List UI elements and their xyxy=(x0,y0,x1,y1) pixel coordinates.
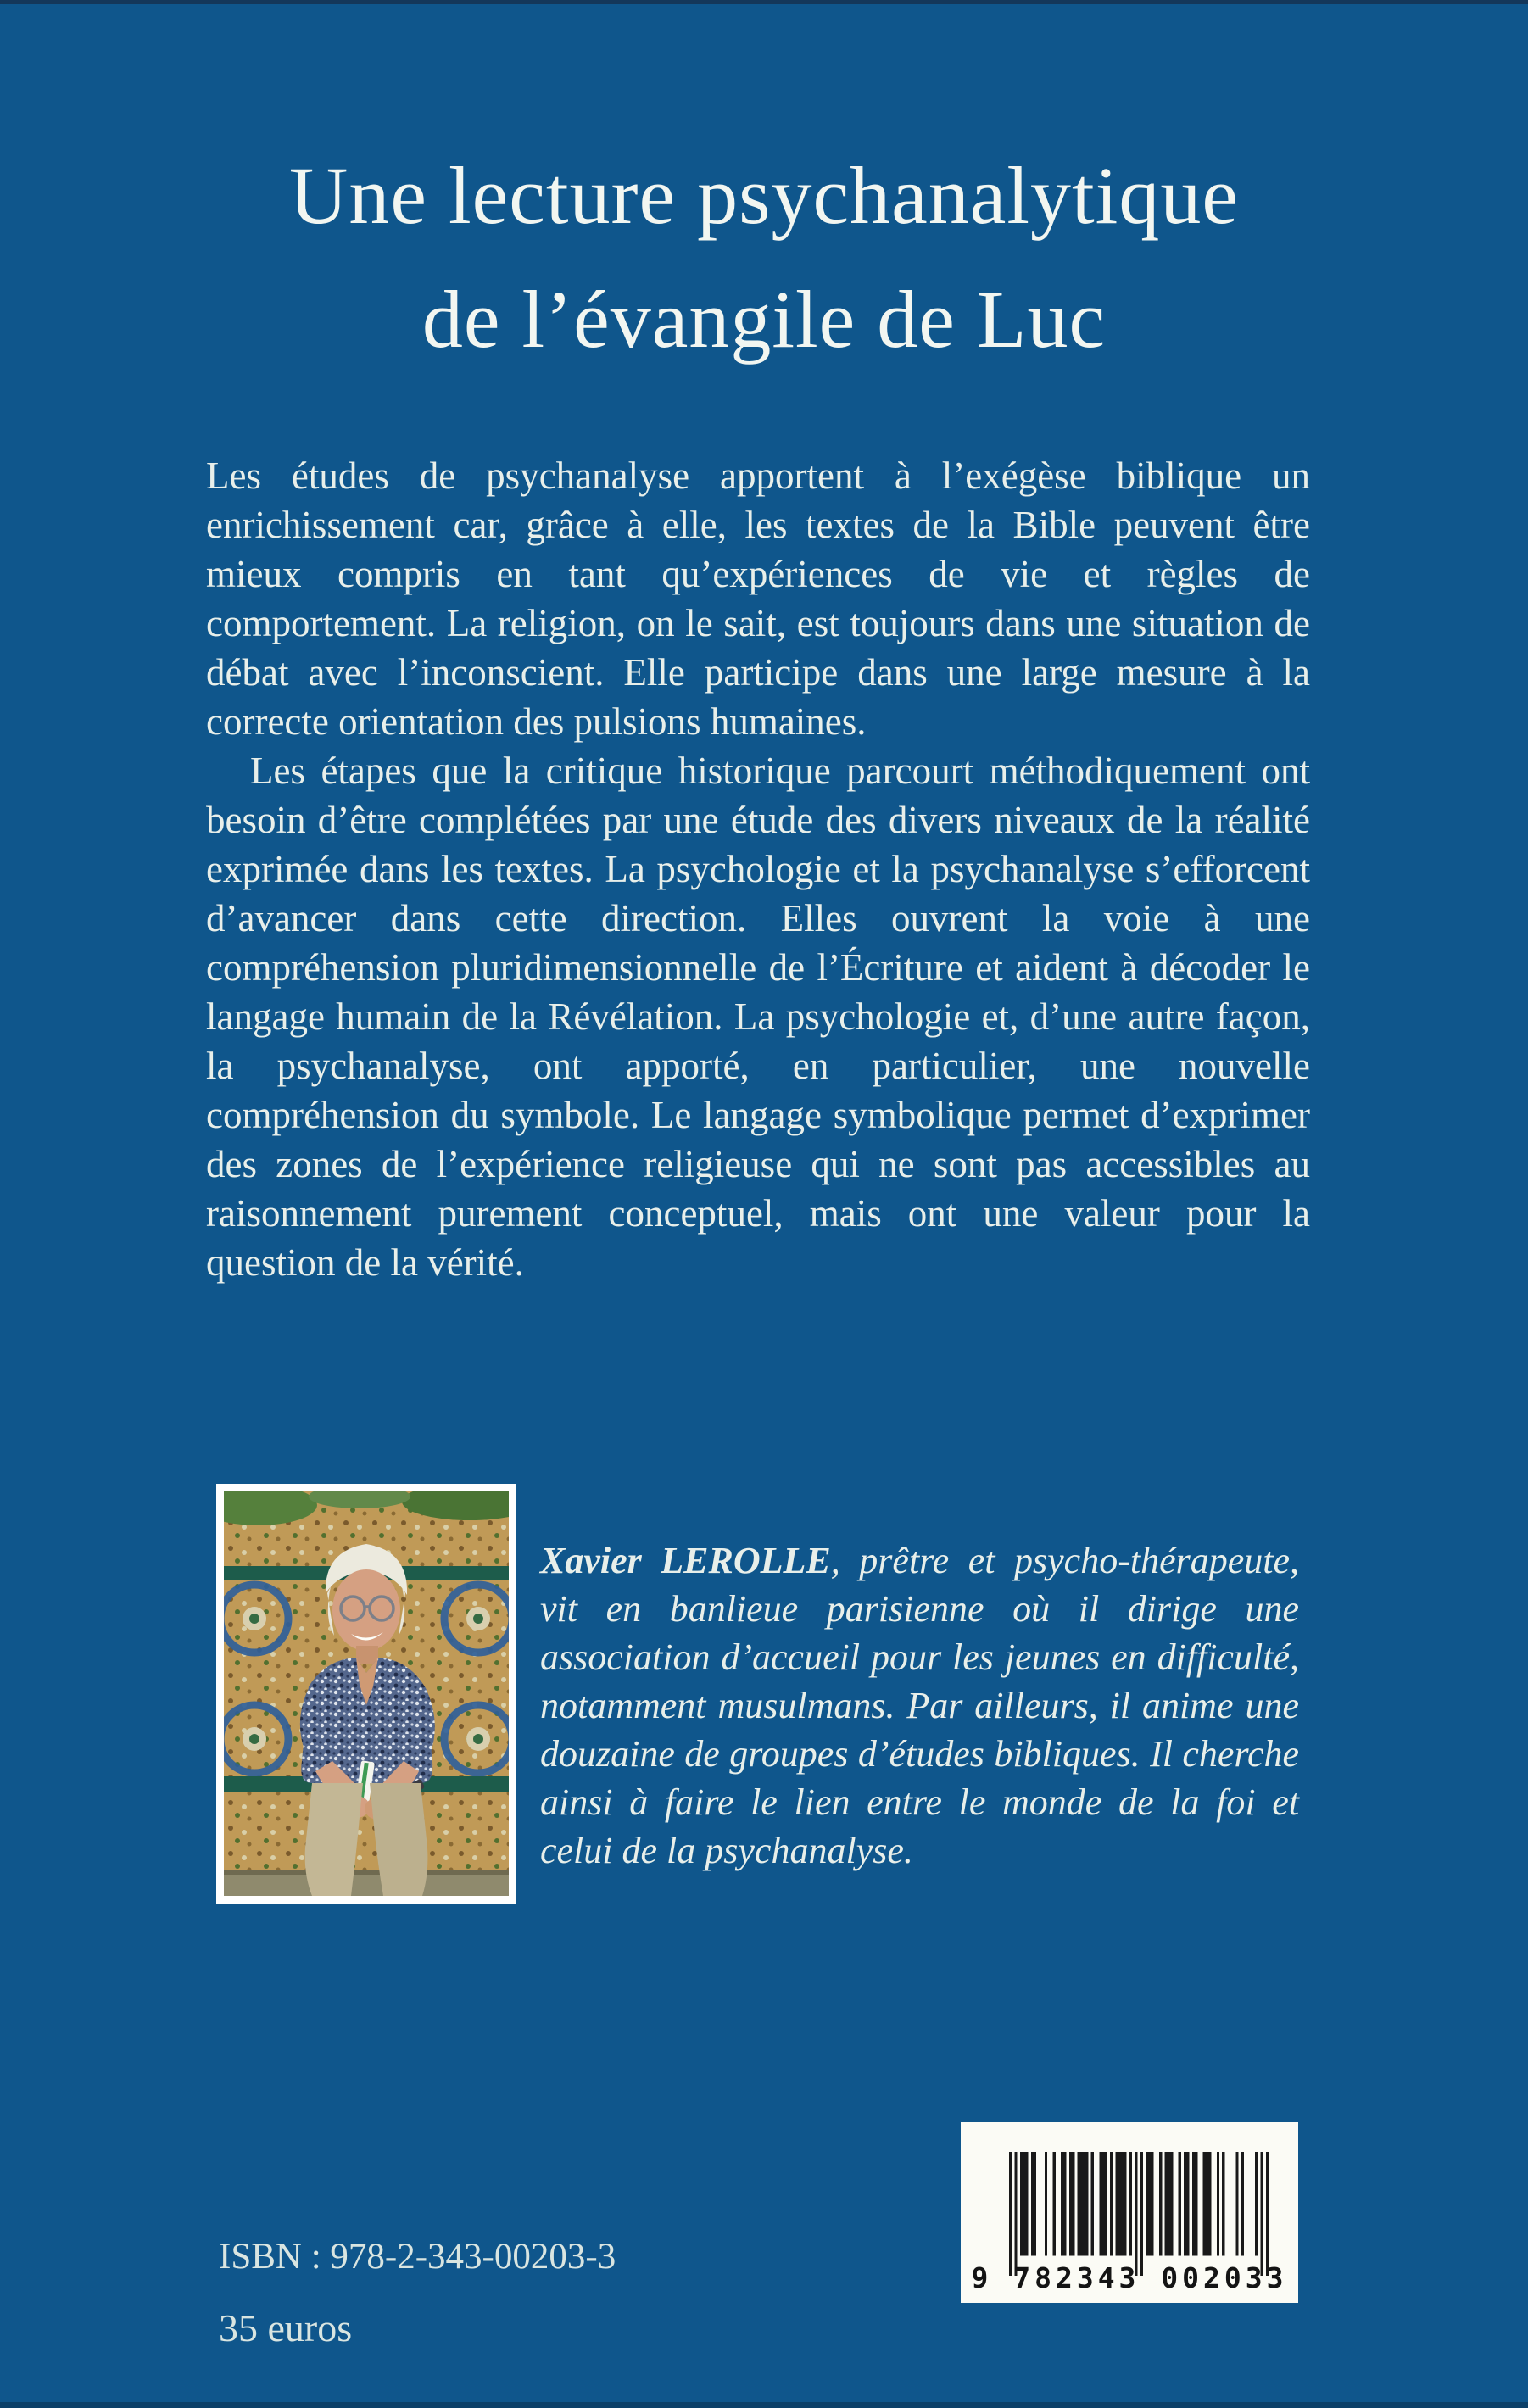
barcode xyxy=(961,2122,1298,2303)
author-bio-text: , prêtre et psycho-thérapeute, vit en banlieue parisienne où il dirige une association d’accueil pour les jeunes en difficulté, notamment musulmans. Par ailleurs, il anime une douzaine de groupes d’études bibliques. Il cherche ainsi à faire le lien entre le monde de la foi et celui de la psychanalyse. xyxy=(540,1540,1299,1871)
synopsis-paragraph-2: Les étapes que la critique historique parcourt méthodiquement ont besoin d’être complétées par une étude des divers niveaux de la réalité exprimée dans les textes. La psychologie et la psychanalyse s’efforcent d’avancer dans cette direction. Elles ouvrent la voie à une compréhension pluridimensionnelle de l’Écriture et aident à décoder le langage humain de la Révélation. La psychologie et, d’une autre façon, la psychanalyse, ont apporté, en particulier, une nouvelle compréhension du symbole. Le langage symbolique permet d’exprimer des zones de l’expérience religieuse qui ne sont pas accessibles au raisonnement purement conceptuel, mais ont une valeur pour la question de la vérité. xyxy=(206,750,1310,1284)
author-photo-illustration xyxy=(224,1491,509,1896)
barcode-bars xyxy=(1009,2152,1269,2276)
synopsis-text xyxy=(206,451,1310,1287)
cover-top-edge xyxy=(0,0,1528,4)
page-title-line2: de l’évangile de Luc xyxy=(421,274,1107,365)
cover-bottom-edge xyxy=(0,2402,1528,2408)
author-photo xyxy=(216,1484,516,1904)
isbn-price-block xyxy=(219,2238,616,2348)
price-text: 35 euros xyxy=(219,2306,353,2349)
synopsis-paragraph-1: Les études de psychanalyse apportent à l’exégèse biblique un enrichissement car, grâce à elle, les textes de la Bible peuvent être mieux compris en tant qu’expériences de vie et règles de comportement. La religion, on le sait, est toujours dans une situation de débat avec l’inconscient. Elle participe dans une large mesure à la correcte orientation des pulsions humaines. xyxy=(206,454,1310,743)
barcode-digits: 9 782343 002033 xyxy=(971,2261,1288,2294)
author-bio xyxy=(540,1536,1299,1875)
isbn-text: ISBN : 978-2-343-00203-3 xyxy=(219,2237,616,2277)
page-title xyxy=(0,134,1528,382)
page-title-line1: Une lecture psychanalytique xyxy=(289,150,1239,241)
author-name: Xavier LEROLLE xyxy=(540,1540,831,1581)
